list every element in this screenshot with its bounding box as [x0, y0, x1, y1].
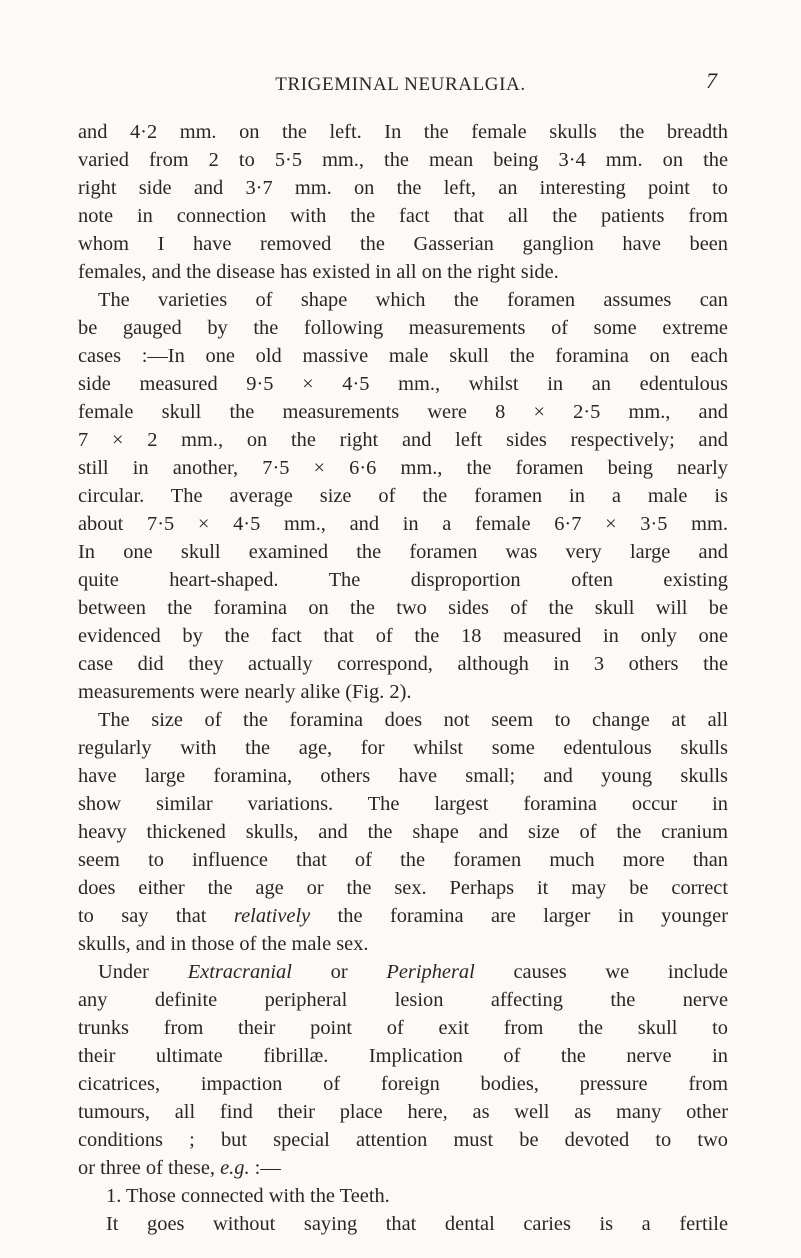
text-line: about 7·5 × 4·5 mm., and in a female 6·7 × 3·5 mm. — [78, 513, 728, 535]
text-run: or — [330, 961, 348, 983]
text-line: females, and the disease has existed in all on the right side. — [78, 261, 559, 283]
text-line: be gauged by the following measurements of some extreme — [78, 317, 728, 339]
italic-run: relatively — [233, 905, 311, 927]
text-line: trunks from their point of exit from the skull to — [78, 1017, 728, 1039]
text-line: side measured 9·5 × 4·5 mm., whilst in an edentulous — [78, 373, 728, 395]
text-line: It goes without saying that dental caries is a fertile — [106, 1213, 728, 1235]
text-run: the foramina are larger in younger — [337, 905, 728, 927]
text-line: female skull the measurements were 8 × 2·5 mm., and — [78, 401, 728, 423]
text-line: still in another, 7·5 × 6·6 mm., the foramen being nearly — [78, 457, 728, 479]
text-line: cases :—In one old massive male skull the foramina on each — [78, 345, 728, 367]
text-run: :— — [249, 1157, 281, 1179]
italic-run: Extracranial — [187, 961, 292, 983]
text-line: show similar variations. The largest foramina occur in — [78, 793, 728, 815]
text-line: their ultimate fibrillæ. Implication of the nerve in — [78, 1045, 728, 1067]
text-run: or three of these, — [78, 1157, 216, 1179]
page-number: 7 — [706, 68, 718, 93]
text-line: note in connection with the fact that all the patients from — [78, 205, 728, 227]
text-line: does either the age or the sex. Perhaps it may be correct — [78, 877, 728, 899]
text-line: seem to influence that of the foramen much more than — [78, 849, 728, 871]
text-line: conditions ; but special attention must be devoted to two — [78, 1129, 728, 1151]
text-line: 7 × 2 mm., on the right and left sides respectively; and — [78, 429, 728, 451]
text-line-mixed — [78, 958, 728, 986]
text-run: causes we include — [513, 961, 728, 983]
running-title: TRIGEMINAL NEURALGIA. — [275, 74, 526, 95]
text-line: tumours, all find their place here, as well as many other — [78, 1101, 728, 1123]
text-run: Under — [98, 961, 149, 983]
text-line-mixed — [78, 1154, 728, 1182]
text-line: cicatrices, impaction of foreign bodies, pressure from — [78, 1073, 728, 1095]
text-line: right side and 3·7 mm. on the left, an interesting point to — [78, 177, 728, 199]
text-line: The varieties of shape which the foramen assumes can — [98, 289, 728, 311]
text-line: quite heart-shaped. The disproportion often existing — [78, 569, 728, 591]
text-line: whom I have removed the Gasserian ganglion have been — [78, 233, 728, 255]
section-heading: 1. Those connected with the Teeth. — [106, 1185, 390, 1207]
text-line-mixed — [78, 902, 728, 930]
body-text — [78, 118, 728, 1238]
text-line: have large foramina, others have small; and young skulls — [78, 765, 728, 787]
text-line: varied from 2 to 5·5 mm., the mean being 3·4 mm. on the — [78, 149, 728, 171]
text-line: regularly with the age, for whilst some edentulous skulls — [78, 737, 728, 759]
text-line: case did they actually correspond, although in 3 others the — [78, 653, 728, 675]
text-line: In one skull examined the foramen was very large and — [78, 541, 728, 563]
text-line: and 4·2 mm. on the left. In the female skulls the breadth — [78, 121, 728, 143]
running-header — [0, 68, 801, 96]
text-line: heavy thickened skulls, and the shape and size of the cranium — [78, 821, 728, 843]
text-line: between the foramina on the two sides of the skull will be — [78, 597, 728, 619]
text-line: skulls, and in those of the male sex. — [78, 933, 369, 955]
italic-run: Peripheral — [386, 961, 475, 983]
text-line: any definite peripheral lesion affecting the nerve — [78, 989, 728, 1011]
text-run: to say that — [78, 905, 207, 927]
text-line: The size of the foramina does not seem to change at all — [98, 709, 728, 731]
text-line: measurements were nearly alike (Fig. 2). — [78, 681, 412, 703]
italic-run: e.g. — [220, 1157, 250, 1179]
text-line: evidenced by the fact that of the 18 measured in only one — [78, 625, 728, 647]
text-line: circular. The average size of the foramen in a male is — [78, 485, 728, 507]
